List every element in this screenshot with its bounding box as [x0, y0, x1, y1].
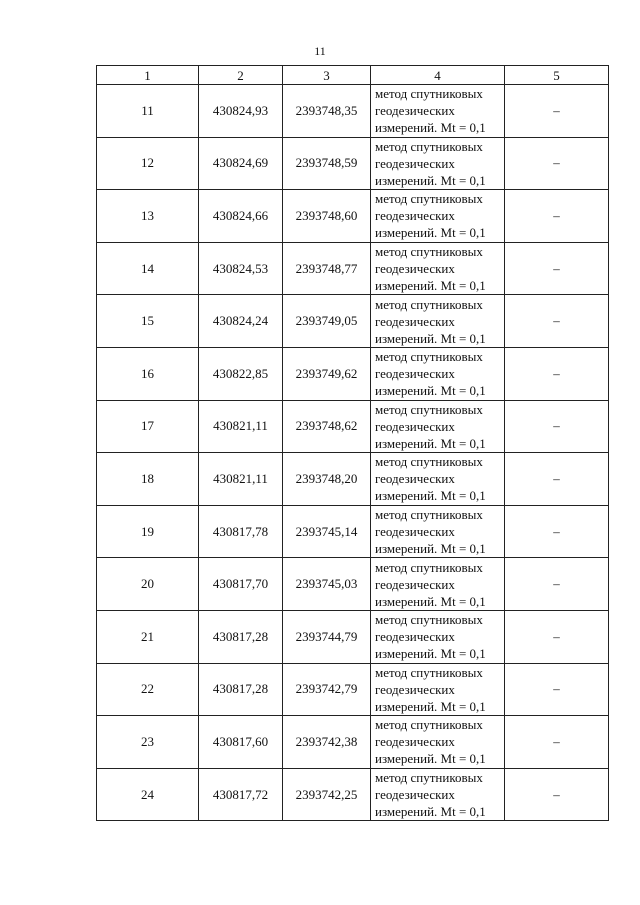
method-line: измерений. Mt = 0,1	[375, 541, 486, 557]
coordinate-y-cell: 2393744,79	[283, 610, 371, 663]
table-row	[97, 295, 609, 348]
table-row	[97, 242, 609, 295]
coordinate-x-cell: 430824,53	[199, 242, 283, 295]
method-cell	[371, 400, 505, 453]
note-cell: –	[505, 242, 609, 295]
point-number-cell: 23	[97, 716, 199, 769]
method-line: геодезических	[375, 313, 455, 329]
method-line: геодезических	[375, 103, 455, 119]
table-row	[97, 453, 609, 506]
method-line: геодезических	[375, 418, 455, 434]
point-number-cell: 21	[97, 610, 199, 663]
table-row	[97, 190, 609, 243]
coordinate-x-cell: 430817,70	[199, 558, 283, 611]
point-number-cell: 19	[97, 505, 199, 558]
note-cell: –	[505, 558, 609, 611]
method-cell	[371, 663, 505, 716]
method-line: метод спутниковых	[375, 454, 483, 470]
method-line: метод спутниковых	[375, 191, 483, 207]
table-row	[97, 400, 609, 453]
header-cell-5: 5	[505, 66, 609, 85]
method-line: метод спутниковых	[375, 138, 483, 154]
method-line: геодезических	[375, 524, 455, 540]
method-line: метод спутниковых	[375, 349, 483, 365]
method-line: измерений. Mt = 0,1	[375, 646, 486, 662]
method-line: измерений. Mt = 0,1	[375, 383, 486, 399]
coordinate-y-cell: 2393748,62	[283, 400, 371, 453]
method-line: измерений. Mt = 0,1	[375, 593, 486, 609]
header-cell-1: 1	[97, 66, 199, 85]
note-cell: –	[505, 190, 609, 243]
method-cell	[371, 137, 505, 190]
method-line: геодезических	[375, 366, 455, 382]
method-line: метод спутниковых	[375, 86, 483, 102]
table-row	[97, 768, 609, 821]
point-number-cell: 20	[97, 558, 199, 611]
method-line: геодезических	[375, 471, 455, 487]
point-number-cell: 11	[97, 85, 199, 138]
method-line: геодезических	[375, 261, 455, 277]
coordinate-y-cell: 2393749,62	[283, 347, 371, 400]
coordinate-x-cell: 430817,28	[199, 663, 283, 716]
table-row	[97, 610, 609, 663]
method-line: метод спутниковых	[375, 717, 483, 733]
coordinate-y-cell: 2393745,03	[283, 558, 371, 611]
method-cell	[371, 505, 505, 558]
note-cell: –	[505, 768, 609, 821]
method-line: измерений. Mt = 0,1	[375, 698, 486, 714]
note-cell: –	[505, 453, 609, 506]
method-line: геодезических	[375, 787, 455, 803]
coordinate-y-cell: 2393742,38	[283, 716, 371, 769]
method-line: измерений. Mt = 0,1	[375, 751, 486, 767]
method-line: метод спутниковых	[375, 612, 483, 628]
method-line: измерений. Mt = 0,1	[375, 488, 486, 504]
method-line: геодезических	[375, 734, 455, 750]
header-cell-2: 2	[199, 66, 283, 85]
point-number-cell: 24	[97, 768, 199, 821]
header-row	[97, 66, 609, 85]
note-cell: –	[505, 663, 609, 716]
method-line: метод спутниковых	[375, 507, 483, 523]
coordinate-x-cell: 430824,66	[199, 190, 283, 243]
note-cell: –	[505, 137, 609, 190]
method-line: метод спутниковых	[375, 664, 483, 680]
coordinate-y-cell: 2393749,05	[283, 295, 371, 348]
method-line: измерений. Mt = 0,1	[375, 804, 486, 820]
header-cell-3: 3	[283, 66, 371, 85]
method-line: измерений. Mt = 0,1	[375, 435, 486, 451]
coordinate-x-cell: 430817,28	[199, 610, 283, 663]
table-header	[97, 66, 609, 85]
method-cell	[371, 610, 505, 663]
method-line: геодезических	[375, 576, 455, 592]
coordinate-x-cell: 430817,72	[199, 768, 283, 821]
method-cell	[371, 242, 505, 295]
table-body	[97, 85, 609, 821]
point-number-cell: 13	[97, 190, 199, 243]
coordinate-y-cell: 2393748,59	[283, 137, 371, 190]
coordinate-x-cell: 430821,11	[199, 400, 283, 453]
method-cell	[371, 347, 505, 400]
table-row	[97, 716, 609, 769]
table-row	[97, 558, 609, 611]
method-cell	[371, 716, 505, 769]
method-line: измерений. Mt = 0,1	[375, 172, 486, 188]
method-line: геодезических	[375, 681, 455, 697]
table-row	[97, 663, 609, 716]
method-cell	[371, 453, 505, 506]
method-line: измерений. Mt = 0,1	[375, 278, 486, 294]
point-number-cell: 15	[97, 295, 199, 348]
method-line: метод спутниковых	[375, 296, 483, 312]
note-cell: –	[505, 505, 609, 558]
method-line: метод спутниковых	[375, 401, 483, 417]
table-row	[97, 505, 609, 558]
point-number-cell: 12	[97, 137, 199, 190]
method-cell	[371, 190, 505, 243]
coordinates-table	[96, 65, 609, 821]
coordinate-x-cell: 430821,11	[199, 453, 283, 506]
coordinate-x-cell: 430824,93	[199, 85, 283, 138]
method-line: геодезических	[375, 629, 455, 645]
coordinate-x-cell: 430824,24	[199, 295, 283, 348]
coordinate-x-cell: 430817,78	[199, 505, 283, 558]
note-cell: –	[505, 610, 609, 663]
point-number-cell: 22	[97, 663, 199, 716]
table-row	[97, 347, 609, 400]
header-cell-4: 4	[371, 66, 505, 85]
coordinate-x-cell: 430822,85	[199, 347, 283, 400]
method-cell	[371, 558, 505, 611]
coordinate-x-cell: 430817,60	[199, 716, 283, 769]
coordinate-y-cell: 2393742,25	[283, 768, 371, 821]
note-cell: –	[505, 716, 609, 769]
point-number-cell: 18	[97, 453, 199, 506]
note-cell: –	[505, 295, 609, 348]
method-line: измерений. Mt = 0,1	[375, 120, 486, 136]
page-number: 11	[314, 44, 326, 58]
coordinate-y-cell: 2393745,14	[283, 505, 371, 558]
point-number-cell: 17	[97, 400, 199, 453]
note-cell: –	[505, 400, 609, 453]
coordinate-x-cell: 430824,69	[199, 137, 283, 190]
method-line: геодезических	[375, 208, 455, 224]
note-cell: –	[505, 85, 609, 138]
method-line: метод спутниковых	[375, 244, 483, 260]
method-line: геодезических	[375, 155, 455, 171]
point-number-cell: 14	[97, 242, 199, 295]
method-cell	[371, 85, 505, 138]
method-line: метод спутниковых	[375, 559, 483, 575]
coordinate-y-cell: 2393748,60	[283, 190, 371, 243]
table-row	[97, 85, 609, 138]
method-line: измерений. Mt = 0,1	[375, 225, 486, 241]
coordinate-y-cell: 2393748,20	[283, 453, 371, 506]
method-cell	[371, 295, 505, 348]
coordinate-y-cell: 2393742,79	[283, 663, 371, 716]
coordinate-y-cell: 2393748,77	[283, 242, 371, 295]
method-line: метод спутниковых	[375, 770, 483, 786]
method-cell	[371, 768, 505, 821]
coordinate-y-cell: 2393748,35	[283, 85, 371, 138]
point-number-cell: 16	[97, 347, 199, 400]
table-row	[97, 137, 609, 190]
method-line: измерений. Mt = 0,1	[375, 330, 486, 346]
note-cell: –	[505, 347, 609, 400]
